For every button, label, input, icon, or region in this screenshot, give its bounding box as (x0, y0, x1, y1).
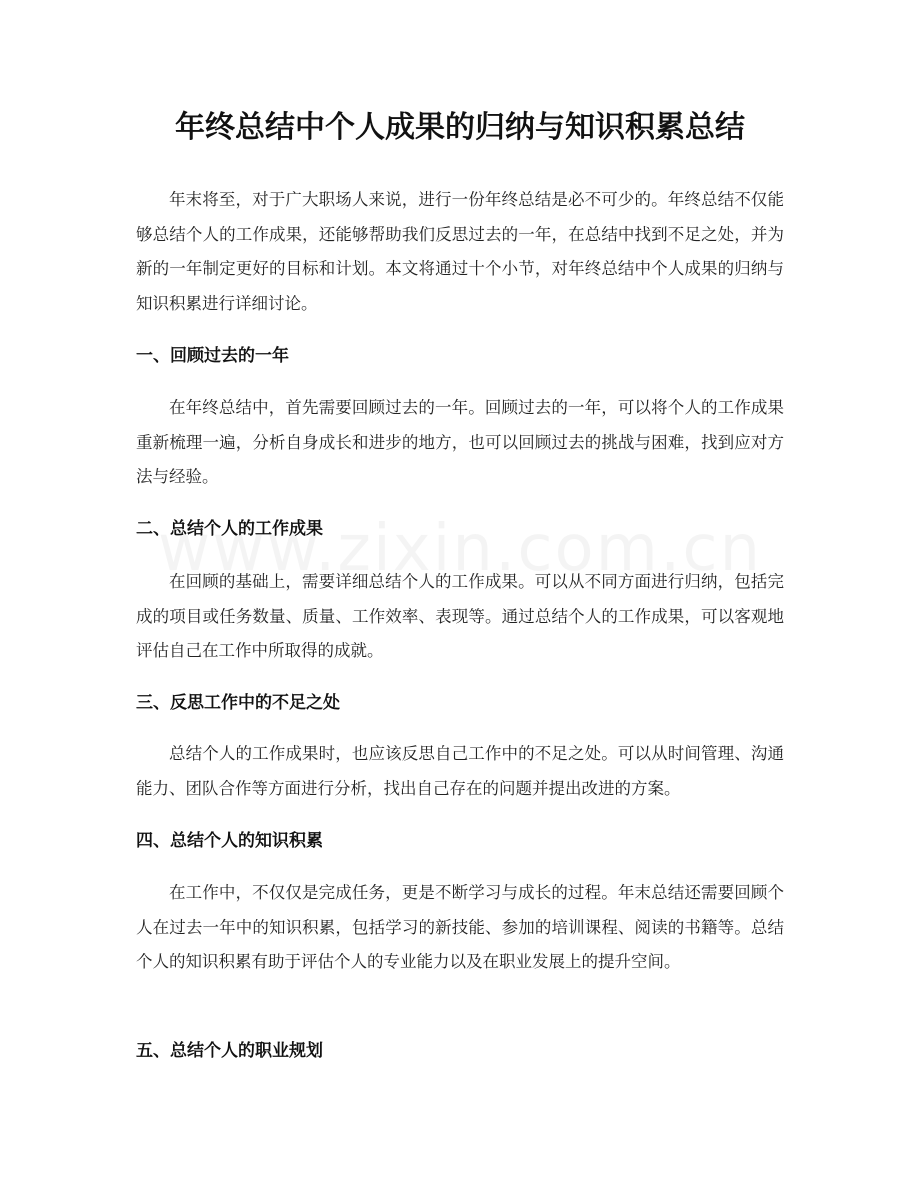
section-1-heading: 一、回顾过去的一年 (136, 346, 289, 366)
section-3-paragraph: 总结个人的工作成果时，也应该反思自己工作中的不足之处。可以从时间管理、沟通能力、团队合作等方面进行分析，找出自己存在的问题并提出改进的方案。 (136, 744, 784, 798)
section-5-heading: 五、总结个人的职业规划 (136, 1041, 323, 1061)
section-4-heading: 四、总结个人的知识积累 (136, 831, 323, 851)
page-title: 年终总结中个人成果的归纳与知识积累总结 (175, 110, 745, 145)
section-2-heading: 二、总结个人的工作成果 (136, 519, 323, 539)
intro-paragraph: 年末将至，对于广大职场人来说，进行一份年终总结是必不可少的。年终总结不仅能够总结个人的工作成果，还能够帮助我们反思过去的一年，在总结中找到不足之处，并为新的一年制定更好的目标和计划。本文将通过十个小节，对年终总结中个人成果的归纳与知识积累进行详细讨论。 (136, 190, 784, 313)
section-1-paragraph: 在年终总结中，首先需要回顾过去的一年。回顾过去的一年，可以将个人的工作成果重新梳理一遍，分析自身成长和进步的地方，也可以回顾过去的挑战与困难，找到应对方法与经验。 (136, 398, 784, 486)
section-3-heading: 三、反思工作中的不足之处 (136, 693, 340, 713)
section-2-paragraph: 在回顾的基础上，需要详细总结个人的工作成果。可以从不同方面进行归纳，包括完成的项目或任务数量、质量、工作效率、表现等。通过总结个人的工作成果，可以客观地评估自己在工作中所取得的成就。 (136, 572, 784, 660)
section-4-paragraph: 在工作中，不仅仅是完成任务，更是不断学习与成长的过程。年末总结还需要回顾个人在过去一年中的知识积累，包括学习的新技能、参加的培训课程、阅读的书籍等。总结个人的知识积累有助于评估个人的专业能力以及在职业发展上的提升空间。 (136, 883, 784, 971)
